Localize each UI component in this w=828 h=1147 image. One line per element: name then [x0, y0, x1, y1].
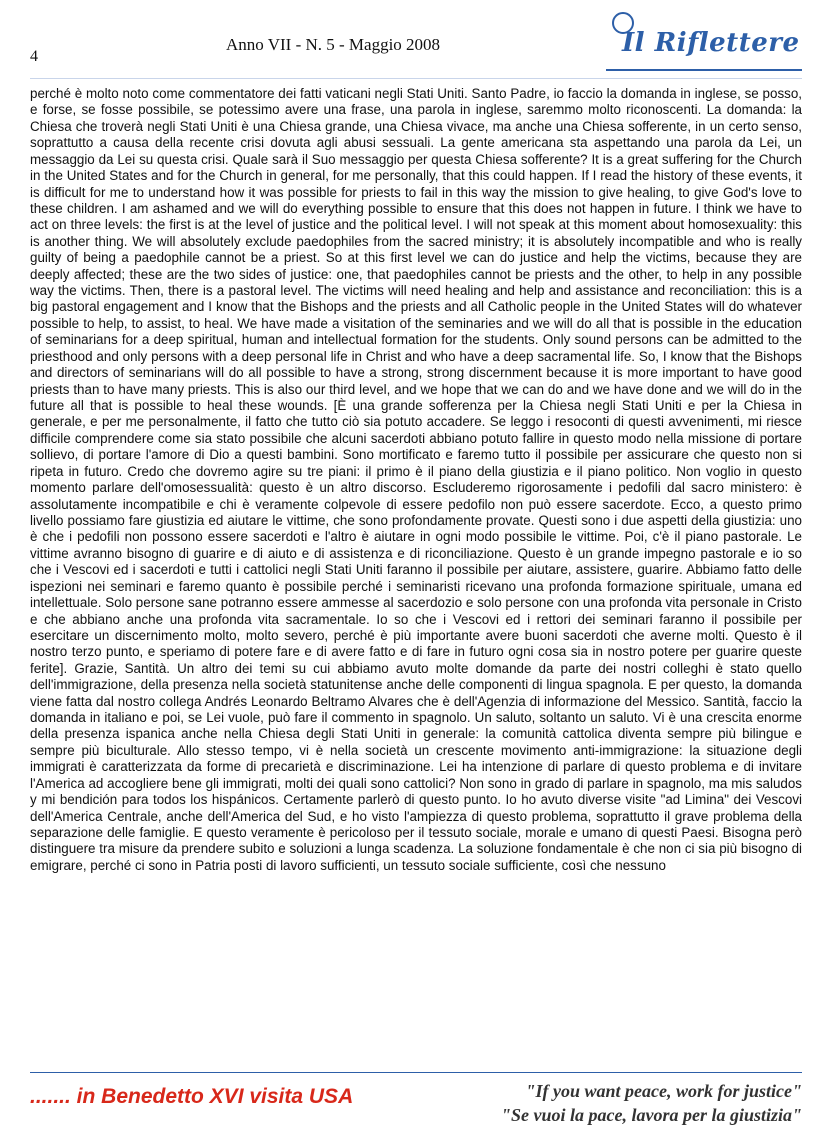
footer-motto: [501, 1079, 802, 1127]
footer-rule: [30, 1072, 802, 1073]
article-body: perché è molto noto come commentatore dei fatti vaticani negli Stati Uniti. Santo Padre, io faccio la domanda in inglese, se posso, e forse, se fosse possibile, se potessimo avere una frase, una parola in inglese, saremmo molto riconoscenti. La domanda: la Chiesa che troverà negli Stati Uniti è una Chiesa grande, una Chiesa vivace, ma anche una Chiesa sofferente, in un certo senso, soprattutto a causa della recente crisi dovuta agli abusi sessuali. La gente americana sta aspettando una parola da Lei, un messaggio da Lei su questa crisi. Quale sarà il Suo messaggio per questa Chiesa sofferente? It is a great suffering for the Church in the United States and for the Church in general, for me personally, that this could happen. If I read the history of these events, it is difficult for me to understand how it was possible for priests to fail in this way the mission to give healing, to give God's love to these children. I am ashamed and we will do everything possible to ensure that this does not happen in future. I think we have to act on three levels: the first is at the level of justice and the political level. I will not speak at this moment about homosexuality: this is another thing. We will absolutely exclude paedophiles from the sacred ministry; it is absolutely incompatible and who is really guilty of being a paedophile cannot be a priest. So at this first level we can do justice and help the victims, because they are deeply affected; these are the two sides of justice: one, that paedophiles cannot be priests and the other, to help in any possible way the victims. Then, there is a pastoral level. The victims will need healing and help and assistance and reconciliation: this is a big pastoral engagement and I know that the Bishops and the priests and all Catholic people in the United States will do whatever possible to help, to assist, to heal. We have made a visitation of the seminaries and we will do all that is possible in the education of seminarians for a deep spiritual, human and intellectual formation for the students. Only sound persons can be admitted to the priesthood and only persons with a deep personal life in Christ and who have a deep sacramental life. So, I know that the Bishops and directors of seminarians will do all possible to have a strong, strong discernment because it is more important to have good priests than to have many priests. This is also our third level, and we hope that we can do and we have done and we will do in the future all that is possible to heal these wounds. [È una grande sofferenza per la Chiesa negli Stati Uniti e per la Chiesa in generale, e per me personalmente, il fatto che tutto ciò sia potuto accadere. Se leggo i resoconti di questi avvenimenti, mi riesce difficile comprendere come sia stato possibile che alcuni sacerdoti abbiano potuto fallire in questo modo nella missione di portare sollievo, di portare l'amore di Dio a questi bambini. Sono mortificato e faremo tutto il possibile per assicurare che questo non si ripeta in futuro. Credo che dovremo agire su tre piani: il primo è il piano della giustizia e il piano politico. Non voglio in questo momento parlare dell'omosessualità: questo è un altro discorso. Escluderemo rigorosamente i pedofili dal sacro ministero: è assolutamente incompatibile e chi è veramente colpevole di essere pedofilo non può essere sacerdote. Ecco, a questo primo livello possiamo fare giustizia ed aiutare le vittime, che sono profondamente provate. Questi sono i due aspetti della giustizia: uno è che i pedofili non possono essere sacerdoti e l'altro è aiutare in ogni modo possibile le vittime. Poi, c'è il piano pastorale. Le vittime avranno bisogno di guarire e di aiuto e di assistenza e di riconciliazione. Questo è un grande impegno pastorale e io so che i Vescovi ed i sacerdoti e tutti i cattolici negli Stati Uniti faranno il possibile per aiutare, assistere, guarire. Abbiamo fatto delle ispezioni nei seminari e faremo quanto è possibile perché i seminaristi ricevano una profonda formazione spirituale, umana ed intellettuale. Solo persone sane potranno essere ammesse al sacerdozio e solo persone con una profonda vita personale in Cristo e che abbiano anche una profonda vita sacramentale. Io so che i Vescovi ed i rettori dei seminari faranno il possibile per esercitare un discernimento molto, molto severo, perché è più importante avere buoni sacerdoti che averne molti. Questo è il nostro terzo punto, e speriamo di potere fare e di avere fatto e di fare in futuro ogni cosa sia in nostro potere per guarire queste ferite]. Grazie, Santità. Un altro dei temi su cui abbiamo avuto molte domande da parte dei nostri colleghi è stato quello dell'immigrazione, della presenza nella società statunitense anche delle componenti di lingua spagnola. E per questo, la domanda viene fatta dal nostro collega Andrés Leonardo Beltramo Alvares che è dell'Agenzia di informazione del Messico. Santità, faccio la domanda in italiano e poi, se Lei vuole, può fare il commento in spagnolo. Un saluto, soltanto un saluto. Vi è una crescita enorme della presenza ispanica anche nella Chiesa degli Stati Uniti in generale: la comunità cattolica diventa sempre più bilingue e sempre più biculturale. Allo stesso tempo, vi è nella società un crescente movimento anti-immigrazione: la situazione degli immigrati è caratterizzata da forme di precarietà e discriminazione. Lei ha intenzione di parlare di questo problema e di invitare l'America ad accogliere bene gli immigrati, molti dei quali sono cattolici? Non sono in grado di parlare in spagnolo, ma mis saludos y mi bendición para todos los hispánicos. Certamente parlerò di questo punto. Io ho avuto diverse visite "ad Limina" dei Vescovi dell'America Centrale, anche dell'America del Sud, e ho visto l'ampiezza di questo problema, soprattutto il grave problema della separazione delle famiglie. E questo veramente è pericoloso per il tessuto sociale, morale e umano di questi Paesi. Bisogna però distinguere tra misure da prendere subito e soluzioni a lunga scadenza. La soluzione fondamentale è che non ci sia più bisogno di emigrare, perché ci sono in Patria posti di lavoro sufficienti, un tessuto sociale sufficiente, così che nessuno: [30, 86, 802, 873]
motto-italian: "Se vuoi la pace, lavora per la giustizia": [501, 1105, 802, 1125]
header-rule: [606, 69, 802, 71]
issue-info: Anno VII - N. 5 - Maggio 2008: [226, 35, 441, 54]
masthead-title: Il Riflettere: [622, 28, 800, 58]
header-divider: [30, 78, 802, 79]
page-number: 4: [30, 48, 38, 65]
footer-series-label: ....... in Benedetto XVI visita USA: [30, 1085, 354, 1108]
motto-english: "If you want peace, work for justice": [525, 1081, 802, 1101]
masthead-logo: [606, 12, 802, 64]
